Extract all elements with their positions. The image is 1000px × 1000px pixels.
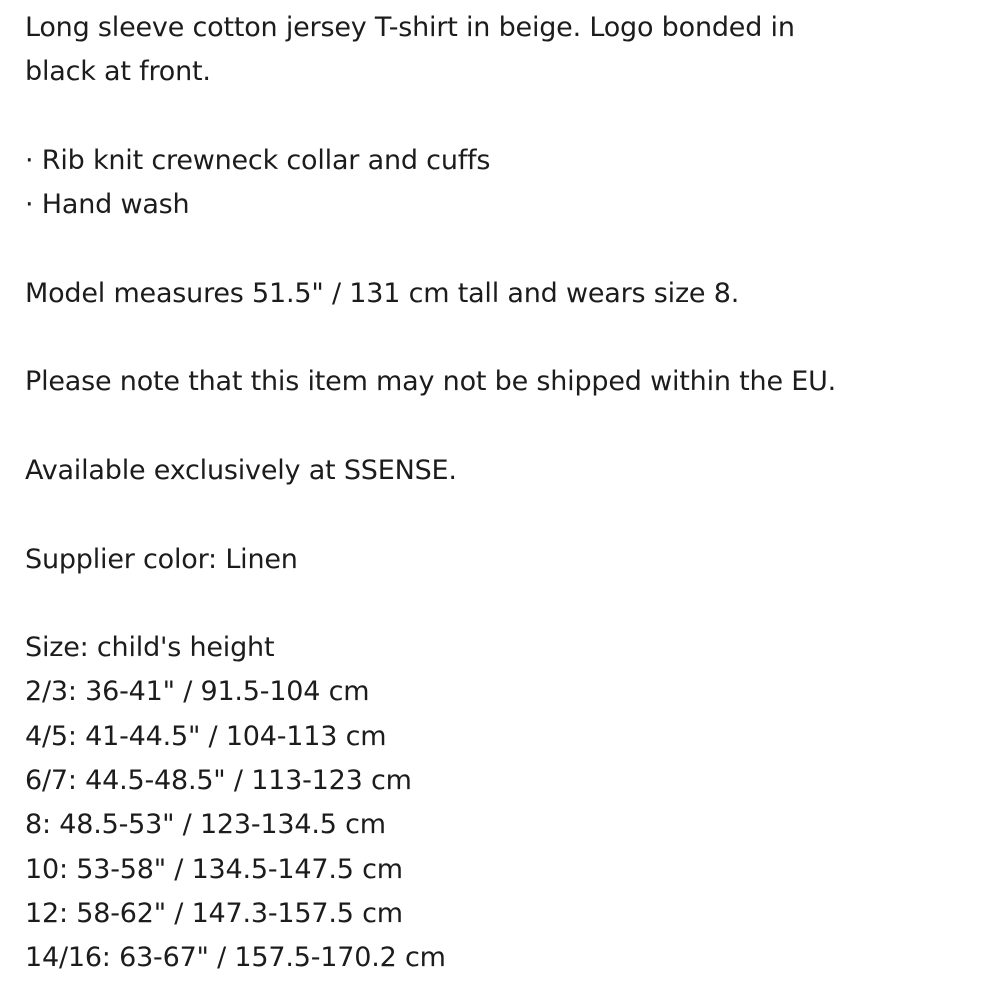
description-line-2: black at front.	[25, 56, 211, 88]
size-chart-row: 12: 58-62" / 147.3-157.5 cm	[25, 897, 403, 929]
shipping-restriction-note: Please note that this item may not be shipped within the EU.	[25, 366, 837, 398]
size-chart-heading: Size: child's height	[25, 632, 275, 664]
size-chart-row: 10: 53-58" / 134.5-147.5 cm	[25, 853, 403, 885]
size-chart-row: 14/16: 63-67" / 157.5-170.2 cm	[25, 942, 446, 974]
feature-item-collar: · Rib knit crewneck collar and cuffs	[25, 144, 491, 176]
paragraph-spacer	[25, 405, 975, 449]
paragraph-spacer	[25, 316, 975, 360]
size-chart-row: 2/3: 36-41" / 91.5-104 cm	[25, 676, 370, 708]
paragraph-spacer	[25, 95, 975, 139]
exclusive-availability-note: Available exclusively at SSENSE.	[25, 454, 457, 486]
paragraph-spacer	[25, 493, 975, 537]
product-description	[25, 6, 975, 981]
paragraph-spacer	[25, 582, 975, 626]
size-chart-row: 8: 48.5-53" / 123-134.5 cm	[25, 809, 386, 841]
paragraph-spacer	[25, 227, 975, 271]
supplier-color: Supplier color: Linen	[25, 543, 298, 575]
size-chart-row: 4/5: 41-44.5" / 104-113 cm	[25, 720, 387, 752]
size-chart-row: 6/7: 44.5-48.5" / 113-123 cm	[25, 765, 412, 797]
description-line-1: Long sleeve cotton jersey T-shirt in beige. Logo bonded in	[25, 12, 795, 43]
feature-item-care: · Hand wash	[25, 189, 190, 221]
model-measurement-note: Model measures 51.5" / 131 cm tall and wears size 8.	[25, 277, 740, 309]
